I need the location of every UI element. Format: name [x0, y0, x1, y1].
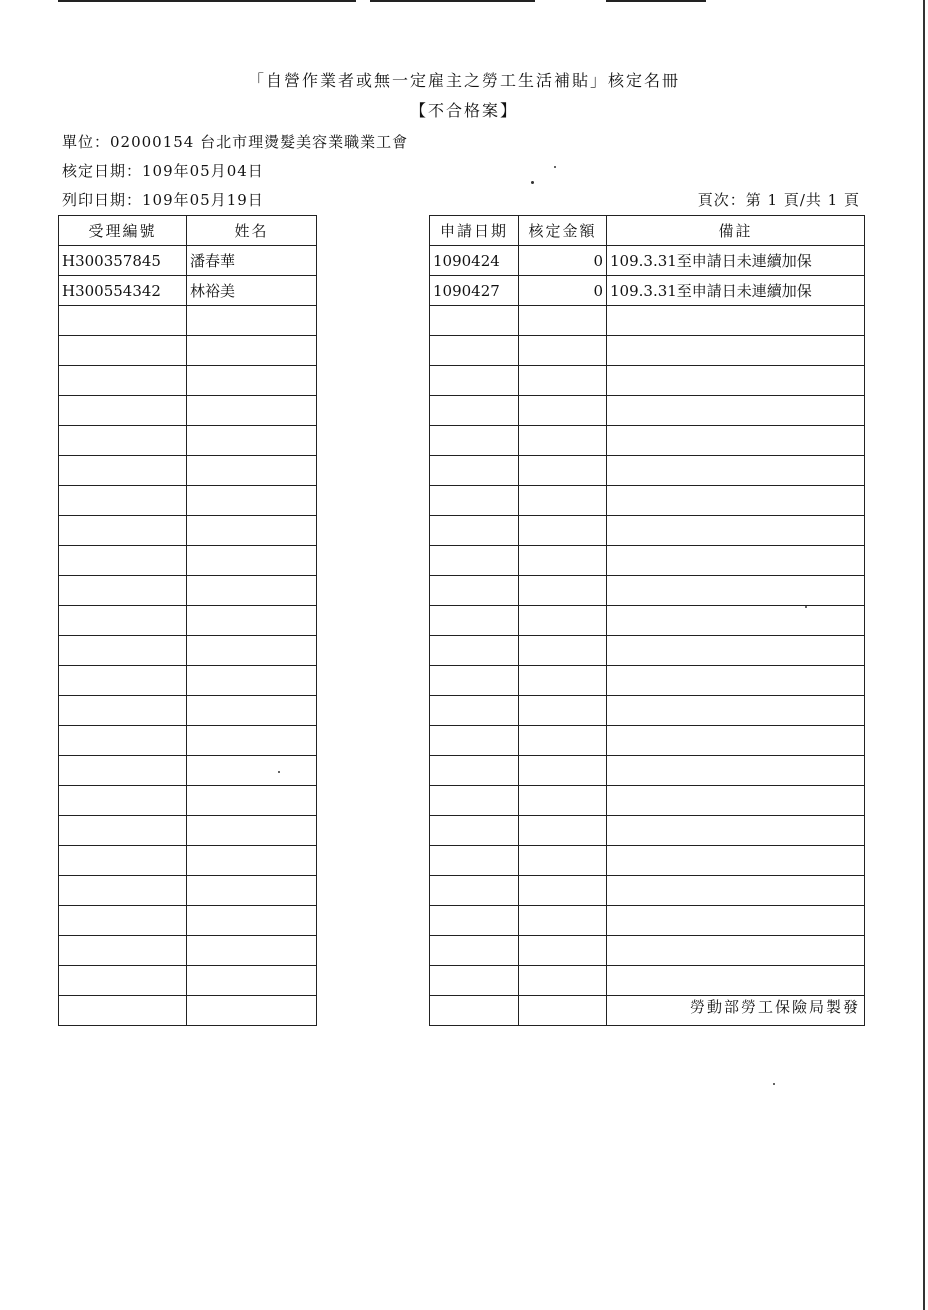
cell-apply-date [430, 846, 519, 876]
cell-name [187, 786, 317, 816]
cell-apply-date [430, 906, 519, 936]
cell-name [187, 846, 317, 876]
cell-name [187, 366, 317, 396]
scan-top-mark-2 [370, 0, 535, 2]
cell-remark [607, 306, 865, 336]
cell-id [59, 756, 187, 786]
cell-apply-date [430, 336, 519, 366]
cell-name [187, 996, 317, 1026]
table-row [59, 726, 865, 756]
cell-name [187, 486, 317, 516]
cell-name [187, 396, 317, 426]
cell-apply-date [430, 426, 519, 456]
cell-amount [519, 846, 607, 876]
cell-amount: 0 [519, 276, 607, 306]
table-row [59, 426, 865, 456]
cell-name [187, 336, 317, 366]
cell-id [59, 516, 187, 546]
cell-remark [607, 846, 865, 876]
cell-apply-date [430, 936, 519, 966]
cell-remark [607, 336, 865, 366]
cell-id [59, 876, 187, 906]
cell-name [187, 816, 317, 846]
page-label-mid: 頁/共 [783, 191, 822, 209]
middle-gap [317, 906, 430, 936]
register-body [59, 216, 865, 1026]
cell-apply-date [430, 996, 519, 1026]
cell-apply-date [430, 696, 519, 726]
page-total: 1 [827, 191, 839, 209]
cell-apply-date [430, 606, 519, 636]
cell-apply-date [430, 546, 519, 576]
scan-speck [773, 1083, 775, 1085]
cell-name: 潘春華 [187, 246, 317, 276]
middle-gap [317, 486, 430, 516]
middle-gap [317, 276, 430, 306]
cell-remark [607, 906, 865, 936]
middle-gap [317, 996, 430, 1026]
cell-amount [519, 876, 607, 906]
middle-gap [317, 396, 430, 426]
cell-id [59, 606, 187, 636]
cell-remark [607, 366, 865, 396]
cell-remark: 109.3.31至申請日未連續加保 [607, 246, 865, 276]
cell-remark [607, 936, 865, 966]
cell-apply-date [430, 786, 519, 816]
middle-gap [317, 336, 430, 366]
middle-gap [317, 246, 430, 276]
cell-id [59, 786, 187, 816]
cell-name [187, 606, 317, 636]
middle-gap [317, 456, 430, 486]
cell-apply-date: 1090424 [430, 246, 519, 276]
cell-remark [607, 486, 865, 516]
cell-apply-date [430, 486, 519, 516]
cell-id [59, 366, 187, 396]
table-row [59, 366, 865, 396]
cell-id [59, 906, 187, 936]
cell-name: 林裕美 [187, 276, 317, 306]
header-apply-date: 申請日期 [430, 216, 519, 246]
cell-apply-date [430, 876, 519, 906]
cell-apply-date [430, 966, 519, 996]
middle-gap [317, 426, 430, 456]
table-row [59, 456, 865, 486]
document-title: 「自營作業者或無一定雇主之勞工生活補貼」核定名冊 [247, 71, 680, 90]
cell-id: H300357845 [59, 246, 187, 276]
cell-id [59, 696, 187, 726]
cell-amount [519, 456, 607, 486]
cell-id [59, 396, 187, 426]
cell-remark [607, 576, 865, 606]
cell-id [59, 426, 187, 456]
cell-apply-date: 1090427 [430, 276, 519, 306]
cell-remark [607, 876, 865, 906]
cell-amount [519, 396, 607, 426]
issuer-footer: 勞動部勞工保險局製發 [689, 998, 860, 1016]
cell-name [187, 546, 317, 576]
page-current: 1 [767, 191, 779, 209]
table-row [59, 666, 865, 696]
cell-id [59, 456, 187, 486]
cell-amount [519, 426, 607, 456]
cell-remark [607, 426, 865, 456]
page-label-post: 頁 [843, 191, 860, 209]
table-row [59, 936, 865, 966]
cell-name [187, 426, 317, 456]
cell-id [59, 546, 187, 576]
cell-remark [607, 396, 865, 426]
middle-gap [317, 546, 430, 576]
cell-name [187, 906, 317, 936]
cell-amount [519, 306, 607, 336]
cell-remark [607, 636, 865, 666]
cell-id [59, 666, 187, 696]
cell-amount [519, 816, 607, 846]
cell-amount [519, 336, 607, 366]
cell-amount [519, 726, 607, 756]
middle-gap [317, 516, 430, 546]
cell-amount [519, 606, 607, 636]
cell-name [187, 516, 317, 546]
table-row [59, 516, 865, 546]
cell-amount [519, 966, 607, 996]
middle-gap [317, 846, 430, 876]
table-row [59, 276, 865, 306]
header-remark: 備註 [607, 216, 865, 246]
cell-apply-date [430, 366, 519, 396]
table-row [59, 336, 865, 366]
cell-name [187, 576, 317, 606]
cell-apply-date [430, 636, 519, 666]
table-row [59, 906, 865, 936]
cell-id [59, 486, 187, 516]
header-amount: 核定金額 [519, 216, 607, 246]
table-row [59, 486, 865, 516]
table-row [59, 606, 865, 636]
cell-amount [519, 546, 607, 576]
cell-amount [519, 996, 607, 1026]
cell-amount [519, 786, 607, 816]
print-date-line: 列印日期：109年05月19日 [62, 191, 264, 209]
cell-name [187, 966, 317, 996]
cell-amount [519, 666, 607, 696]
cell-id [59, 636, 187, 666]
middle-gap [317, 606, 430, 636]
cell-amount [519, 366, 607, 396]
cell-remark [607, 666, 865, 696]
cell-remark: 109.3.31至申請日未連續加保 [607, 276, 865, 306]
middle-gap [317, 966, 430, 996]
table-row [59, 816, 865, 846]
cell-amount [519, 636, 607, 666]
cell-amount [519, 486, 607, 516]
scan-top-mark-1 [58, 0, 356, 2]
approval-date-line: 核定日期：109年05月04日 [62, 162, 264, 180]
middle-gap [317, 636, 430, 666]
cell-remark [607, 726, 865, 756]
cell-apply-date [430, 666, 519, 696]
table-row [59, 546, 865, 576]
table-row [59, 246, 865, 276]
cell-id [59, 726, 187, 756]
cell-id [59, 306, 187, 336]
cell-remark [607, 606, 865, 636]
scan-right-edge [923, 0, 925, 1310]
scan-top-mark-3 [606, 0, 706, 2]
cell-amount [519, 936, 607, 966]
scan-speck [531, 181, 534, 184]
table-row [59, 846, 865, 876]
table-row [59, 966, 865, 996]
cell-remark [607, 756, 865, 786]
cell-name [187, 936, 317, 966]
table-row [59, 396, 865, 426]
cell-apply-date [430, 816, 519, 846]
table-row [59, 696, 865, 726]
cell-name [187, 756, 317, 786]
register-table [58, 215, 865, 1026]
cell-remark [607, 966, 865, 996]
document-subtitle: 【不合格案】 [409, 101, 518, 120]
cell-apply-date [430, 306, 519, 336]
table-row [59, 756, 865, 786]
cell-id [59, 936, 187, 966]
middle-gap [317, 816, 430, 846]
page-indicator [698, 189, 860, 210]
table-row [59, 576, 865, 606]
cell-apply-date [430, 726, 519, 756]
cell-remark [607, 816, 865, 846]
cell-name [187, 726, 317, 756]
table-row [59, 636, 865, 666]
cell-amount: 0 [519, 246, 607, 276]
header-name: 姓名 [187, 216, 317, 246]
cell-name [187, 306, 317, 336]
cell-amount [519, 576, 607, 606]
middle-gap [317, 936, 430, 966]
cell-id [59, 996, 187, 1026]
cell-remark [607, 546, 865, 576]
middle-gap [317, 876, 430, 906]
middle-gap [317, 696, 430, 726]
cell-amount [519, 756, 607, 786]
middle-gap [317, 366, 430, 396]
cell-name [187, 456, 317, 486]
cell-name [187, 666, 317, 696]
cell-remark [607, 516, 865, 546]
middle-gap [317, 576, 430, 606]
table-row [59, 786, 865, 816]
cell-remark [607, 456, 865, 486]
middle-gap [317, 726, 430, 756]
middle-gap [317, 756, 430, 786]
cell-apply-date [430, 756, 519, 786]
cell-apply-date [430, 456, 519, 486]
cell-amount [519, 696, 607, 726]
cell-apply-date [430, 576, 519, 606]
page-label-pre: 頁次：第 [697, 191, 762, 209]
middle-gap [317, 786, 430, 816]
scan-speck [278, 771, 280, 773]
cell-amount [519, 516, 607, 546]
cell-amount [519, 906, 607, 936]
scan-speck [805, 606, 807, 608]
cell-name [187, 636, 317, 666]
header-id: 受理編號 [59, 216, 187, 246]
middle-gap [317, 306, 430, 336]
middle-gap [317, 666, 430, 696]
table-row [59, 876, 865, 906]
middle-gap [317, 216, 430, 246]
cell-id [59, 816, 187, 846]
cell-remark [607, 786, 865, 816]
cell-id [59, 846, 187, 876]
cell-apply-date [430, 396, 519, 426]
cell-id [59, 966, 187, 996]
cell-id [59, 336, 187, 366]
cell-apply-date [430, 516, 519, 546]
header-row [59, 216, 865, 246]
unit-line: 單位：02000154 台北市理燙髮美容業職業工會 [62, 133, 409, 151]
cell-id [59, 576, 187, 606]
cell-name [187, 696, 317, 726]
cell-name [187, 876, 317, 906]
scan-speck [554, 166, 556, 168]
cell-id: H300554342 [59, 276, 187, 306]
table-row [59, 306, 865, 336]
cell-remark [607, 696, 865, 726]
